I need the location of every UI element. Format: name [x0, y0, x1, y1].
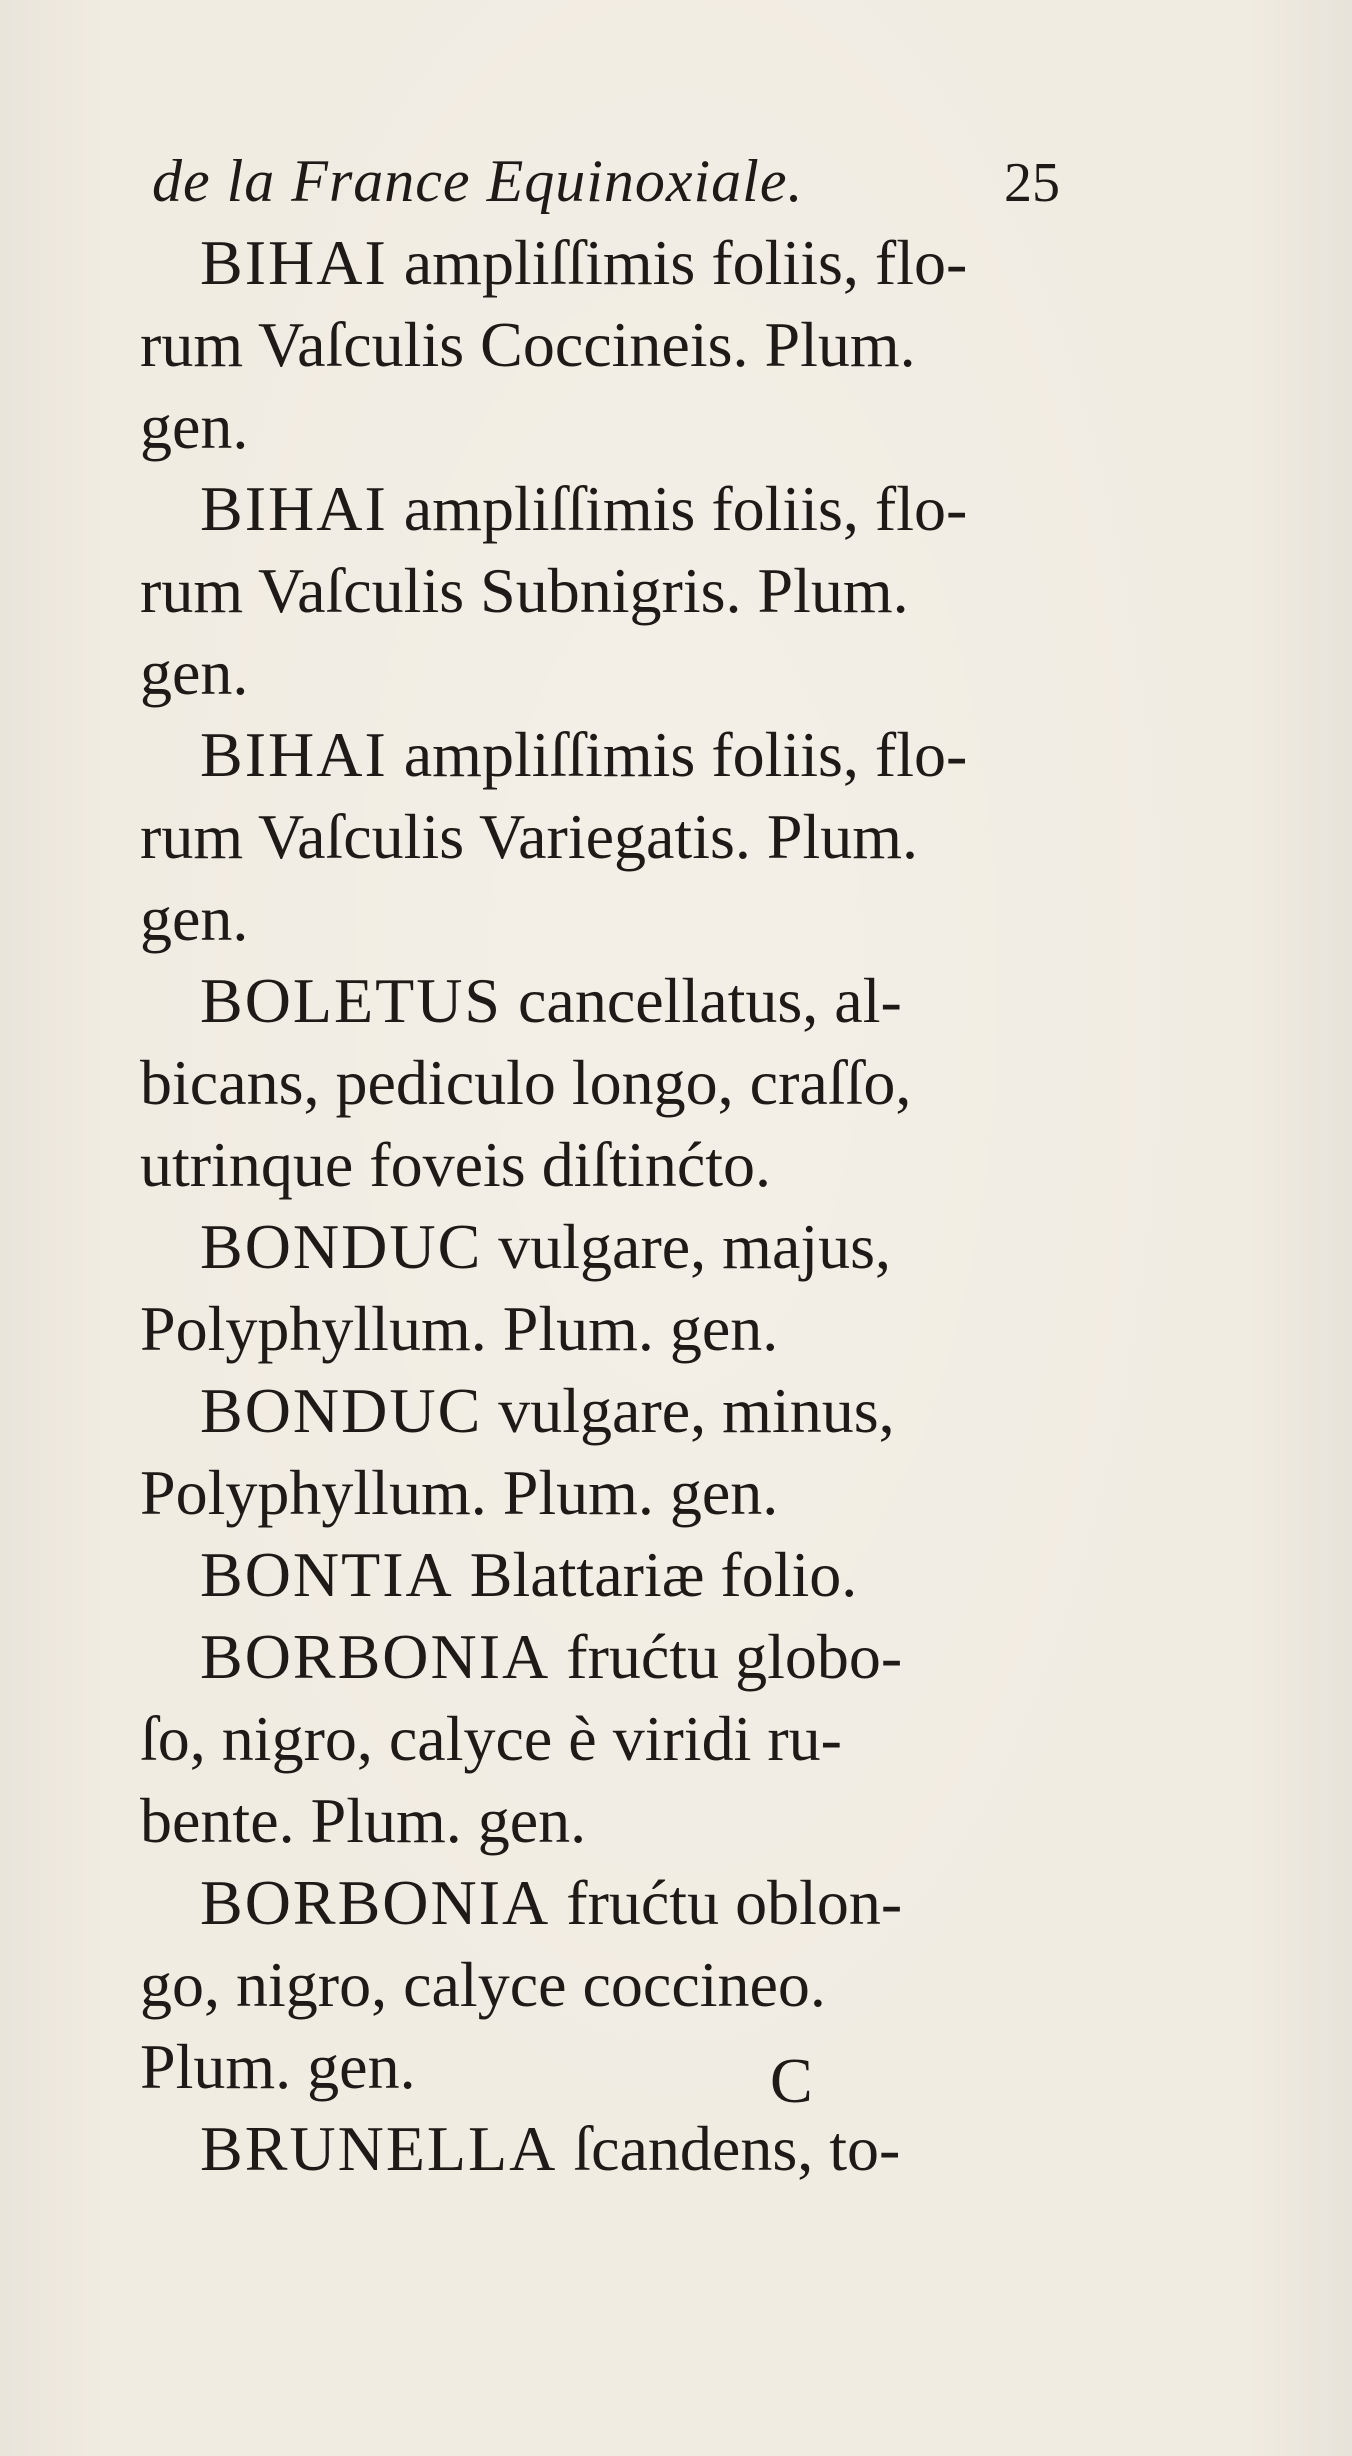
headword: BONTIA — [200, 1539, 454, 1610]
entry-text: frućtu oblon- — [566, 1867, 903, 1938]
entry-text: vulgare, minus, — [498, 1375, 895, 1446]
entry-boletus — [140, 960, 1070, 1206]
headword: BIHAI — [200, 719, 388, 790]
entry-line — [140, 222, 1070, 304]
entry-line — [140, 1862, 1070, 1944]
entry-line: bicans, pediculo longo, craſſo, — [140, 1047, 912, 1118]
entry-line: Plum. gen. — [140, 2031, 416, 2102]
entry-line: rum Vaſculis Coccineis. Plum. — [140, 309, 916, 380]
headword: BOLETUS — [200, 965, 502, 1036]
headword: BORBONIA — [200, 1867, 551, 1938]
headword: BRUNELLA — [200, 2113, 558, 2184]
running-title: de la France Equinoxiale. — [152, 148, 804, 214]
entry-bonduc-minus — [140, 1370, 1070, 1534]
headword: BONDUC — [200, 1211, 483, 1282]
entry-line: rum Vaſculis Subnigris. Plum. — [140, 555, 909, 626]
entry-line — [140, 2108, 1070, 2190]
entry-line: go, nigro, calyce coccineo. — [140, 1949, 826, 2020]
entry-line — [140, 960, 1070, 1042]
entry-line: ſo, nigro, calyce è viridi ru- — [140, 1703, 842, 1774]
entry-text: vulgare, majus, — [498, 1211, 892, 1282]
entry-bihai-subnigris — [140, 468, 1070, 714]
entry-borbonia-oblongo — [140, 1862, 1070, 2108]
entry-line — [140, 714, 1070, 796]
entry-text: cancellatus, al- — [518, 965, 902, 1036]
headword: BIHAI — [200, 473, 388, 544]
entry-line: bente. Plum. gen. — [140, 1785, 587, 1856]
entry-text: ſcandens, to- — [573, 2113, 901, 2184]
page-number: 25 — [1004, 152, 1060, 214]
entry-line: gen. — [140, 883, 249, 954]
entry-bihai-variegatis — [140, 714, 1070, 960]
headword: BIHAI — [200, 227, 388, 298]
entry-line — [140, 1206, 1070, 1288]
entry-text: ampliſſimis foliis, flo- — [403, 473, 968, 544]
entry-text: ampliſſimis foliis, flo- — [403, 227, 968, 298]
entry-line: rum Vaſculis Variegatis. Plum. — [140, 801, 919, 872]
entry-line: Polyphyllum. Plum. gen. — [140, 1457, 779, 1528]
entry-line: gen. — [140, 637, 249, 708]
headword: BORBONIA — [200, 1621, 551, 1692]
signature-mark: C — [770, 2045, 813, 2116]
entry-text: Blattariæ folio. — [469, 1539, 858, 1610]
entry-line: Polyphyllum. Plum. gen. — [140, 1293, 779, 1364]
entry-line — [140, 1534, 1070, 1616]
entry-bonduc-majus — [140, 1206, 1070, 1370]
entry-line — [140, 1370, 1070, 1452]
entry-text: frućtu globo- — [566, 1621, 903, 1692]
running-head — [140, 140, 1070, 222]
entry-brunella — [140, 2108, 1070, 2190]
entry-line — [140, 468, 1070, 550]
entry-line — [140, 1616, 1070, 1698]
entry-text: ampliſſimis foliis, flo- — [403, 719, 968, 790]
entry-bontia — [140, 1534, 1070, 1616]
entry-line: gen. — [140, 391, 249, 462]
entry-borbonia-globoso — [140, 1616, 1070, 1862]
entry-bihai-coccineis — [140, 222, 1070, 468]
headword: BONDUC — [200, 1375, 483, 1446]
text-block — [140, 140, 1070, 2190]
entry-line: utrinque foveis diſtinćto. — [140, 1129, 771, 1200]
